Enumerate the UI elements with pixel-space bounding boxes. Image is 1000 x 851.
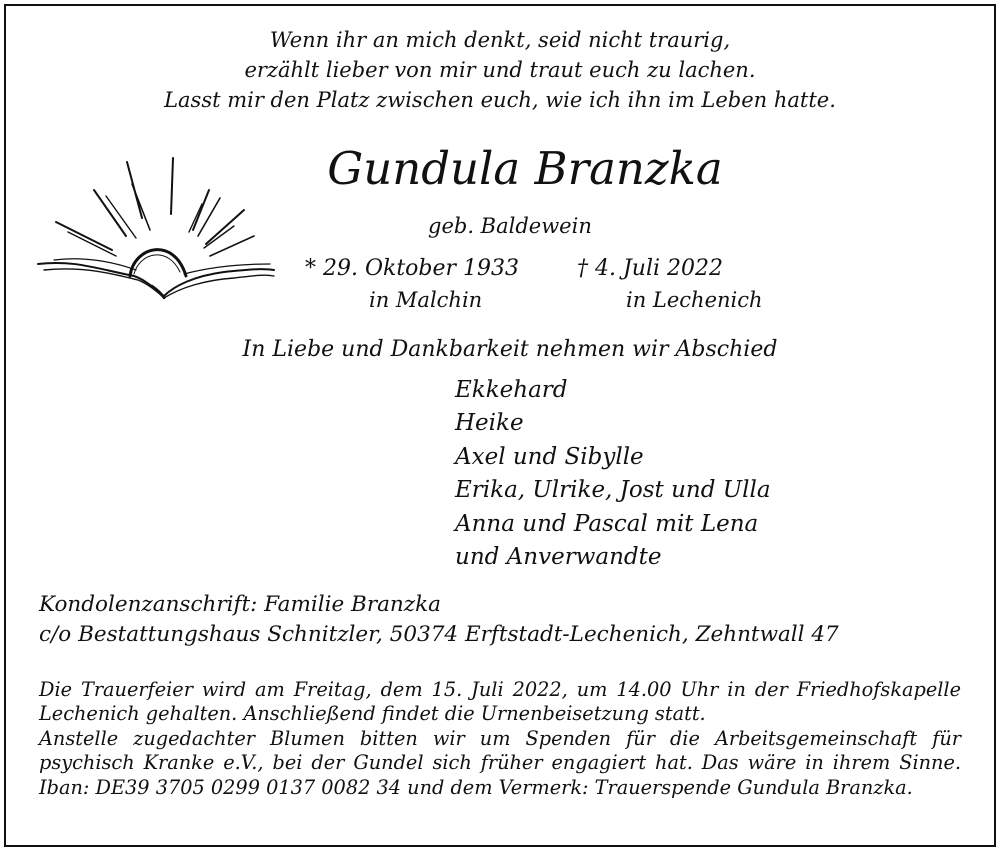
mourner-name: Ekkehard — [455, 377, 568, 403]
donation-info: Anstelle zugedachter Blumen bitten wir um Spenden für die Arbeitsgemeinschaft für psychisch Kranke e.V., bei der Gundel sich früher engagiert hat. Das wäre in ihrem Sinne. Iban: DE39 3705 0299 0137 0082 34 und dem Vermerk: Trauerspende Gundula Branzka. — [39, 726, 961, 799]
condolence-address-line-2: c/o Bestattungshaus Schnitzler, 50374 Erftstadt-Lechenich, Zehntwall 47 — [39, 622, 839, 647]
mourner-name: Heike — [455, 410, 524, 437]
birth-name: geb. Baldewein — [428, 214, 592, 238]
condolence-address-line-1: Kondolenzanschrift: Familie Branzka — [39, 592, 441, 617]
birth-place: in Malchin — [369, 288, 483, 312]
poem-line-3: Lasst mir den Platz zwischen euch, wie ich ihn im Leben hatte. — [164, 88, 836, 112]
poem-line-2: erzählt lieber von mir und traut euch zu lachen. — [244, 58, 756, 82]
poem-line-1: Wenn ihr an mich denkt, seid nicht traurig, — [269, 28, 731, 52]
mourner-name: Axel und Sibylle — [455, 443, 644, 470]
death-date: † 4. Juli 2022 — [577, 256, 724, 281]
mourners-list — [455, 374, 771, 574]
death-place: in Lechenich — [626, 288, 763, 312]
notes-block — [39, 678, 961, 800]
mourner-name: Anna und Pascal mit Lena — [455, 510, 759, 537]
deceased-name: Gundula Branzka — [327, 142, 723, 195]
funeral-info: Die Trauerfeier wird am Freitag, dem 15. Juli 2022, um 14.00 Uhr in der Friedhofskapelle Lechenich gehalten. Anschließend findet die Urnenbeisetzung statt. — [39, 678, 961, 726]
farewell-text: In Liebe und Dankbarkeit nehmen wir Abschied — [242, 337, 778, 362]
mourner-name: Erika, Ulrike, Jost und Ulla — [455, 477, 771, 504]
birth-date: * 29. Oktober 1933 — [305, 256, 520, 281]
mourner-name: und Anverwandte — [455, 544, 662, 571]
